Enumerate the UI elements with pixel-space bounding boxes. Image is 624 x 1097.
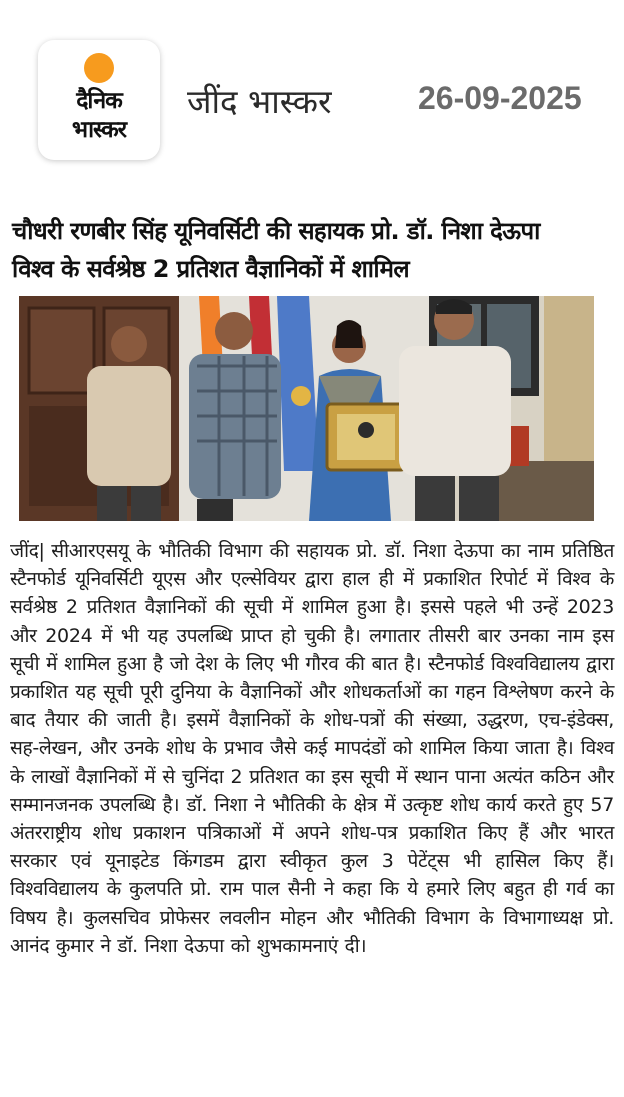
logo-line-1: दैनिक: [76, 88, 122, 114]
article-dateline: जींद|: [10, 540, 45, 562]
headline-line-1: चौधरी रणबीर सिंह यूनिवर्सिटी की सहायक प्रो. डॉ. निशा देऊपा: [12, 217, 540, 245]
edition-name: जींद भास्कर: [187, 82, 332, 121]
logo-line-2: भास्कर: [71, 117, 127, 143]
headline-line-2: विश्व के सर्वश्रेष्ठ 2 प्रतिशत वैज्ञानिकों में शामिल: [12, 255, 410, 283]
header: [0, 0, 624, 180]
article-photo: [19, 296, 594, 521]
news-photo-illustration: [19, 296, 594, 521]
article-body: [10, 537, 614, 960]
dainik-bhaskar-logo[interactable]: [38, 40, 160, 160]
edition-date: 26-09-2025: [418, 80, 582, 116]
article-body-text: सीआरएसयू के भौतिकी विभाग की सहायक प्रो. डॉ. निशा देऊपा का नाम प्रतिष्ठित स्टैनफोर्ड यूनिवर्सिटी यूएस और एल्सेवियर द्वारा हाल ही में प्रकाशित रिपोर्ट में विश्व के सर्वश्रेष्ठ 2 प्रतिशत वैज्ञानिकों की सूची में शामिल हुआ है। इससे पहले भी उन्हें 2023 और 2024 में भी यह उपलब्धि प्राप्त हो चुकी है। लगातार तीसरी बार उनका नाम इस सूची में शामिल हुआ है जो देश के लिए भी गौरव की बात है। स्टैनफोर्ड विश्वविद्यालय द्वारा प्रकाशित यह सूची पूरी दुनिया के वैज्ञानिकों और शोधकर्ताओं का गहन विश्लेषण करने के बाद तैयार की जाती है। इसमें वैज्ञानिकों के शोध-पत्रों की संख्या, उद्धरण, एच-इंडेक्स, सह-लेखन, और उनके शोध के प्रभाव जैसे कई मापदंडों को शामिल किया जाता है। विश्व के लाखों वैज्ञानिकों में से चुनिंदा 2 प्रतिशत का इस सूची में स्थान पाना अत्यंत कठिन और सम्मानजनक उपलब्धि है। डॉ. निशा ने भौतिकी के क्षेत्र में उत्कृष्ट शोध कार्य करते हुए 57 अंतरराष्ट्रीय शोध प्रकाशन पत्रिकाओं में अपने शोध-पत्र प्रकाशित किए हैं और भारत सरकार एवं यूनाइटेड किंगडम द्वारा स्वीकृत कुल 3 पेटेंट्स भी हासिल किए हैं। विश्वविद्यालय के कुलपति प्रो. राम पाल सैनी ने कहा कि ये हमारे लिए बहुत ही गर्व का विषय है। कुलसचिव प्रोफेसर लवलीन मोहन और भौतिकी विभाग के विभागाध्यक्ष प्रो. आनंद कुमार ने डॉ. निशा देऊपा को शुभकामनाएं दी।: [10, 540, 614, 957]
article-headline: [12, 212, 612, 288]
sun-icon: [84, 53, 114, 83]
